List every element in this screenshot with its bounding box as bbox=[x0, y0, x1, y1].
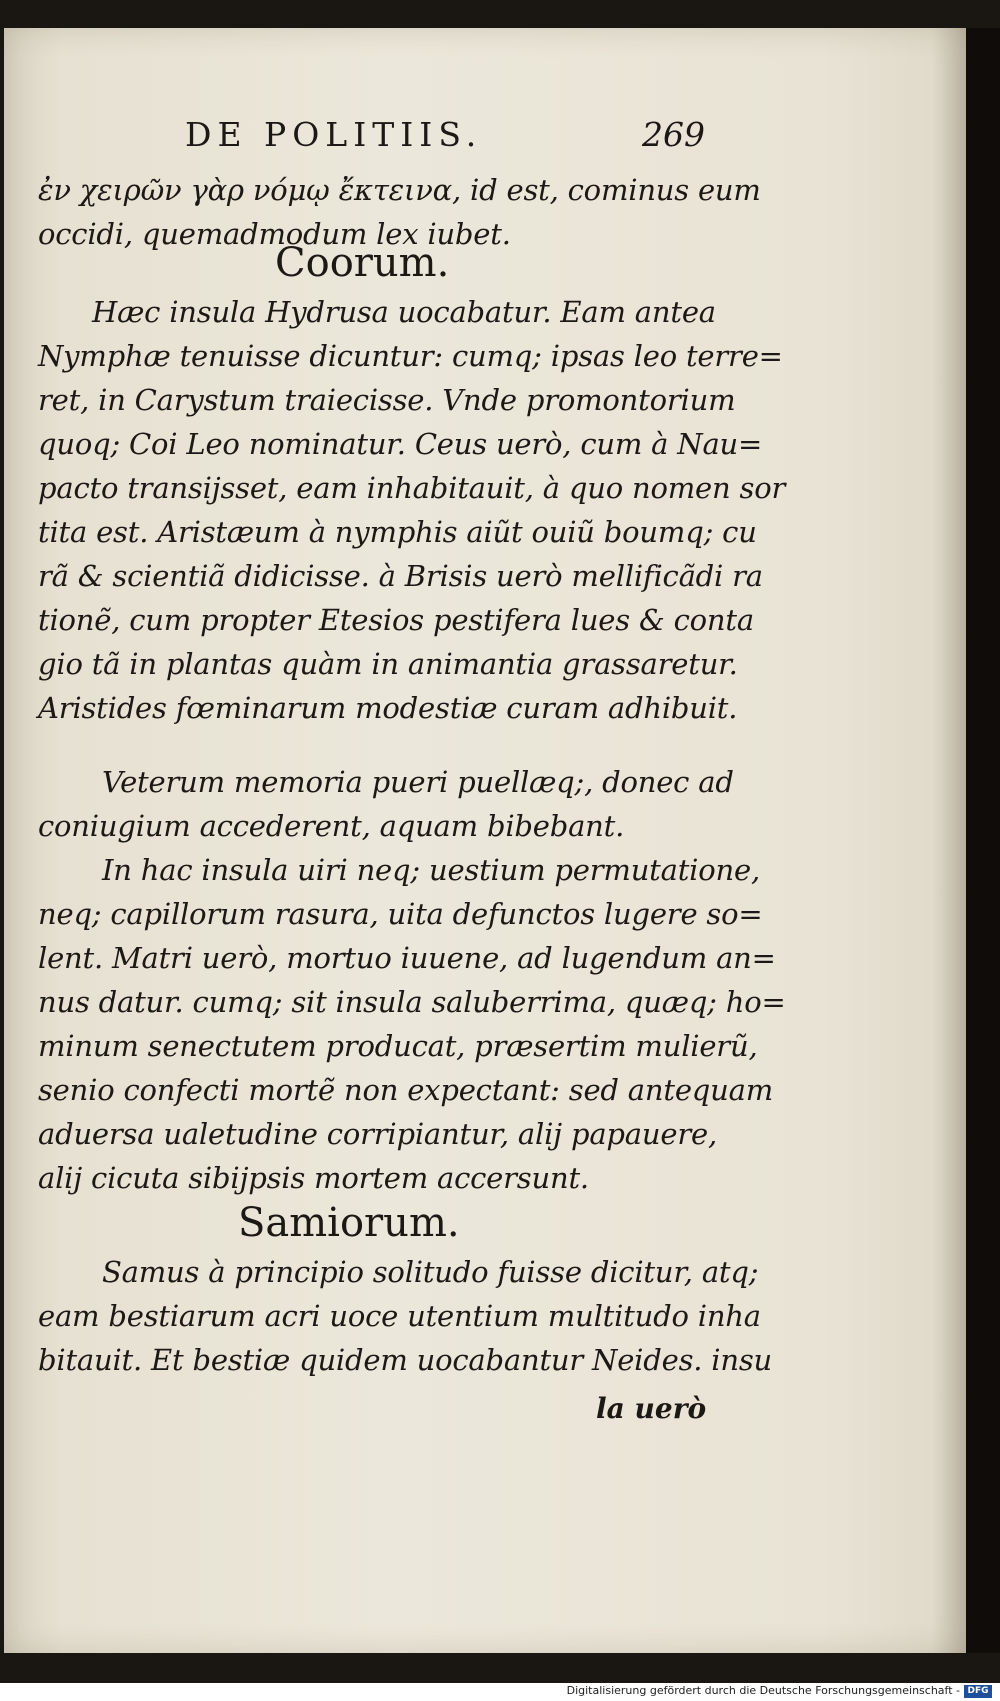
text-line: gio tã in plantas quàm in animantia grassaretur. bbox=[38, 647, 738, 681]
text-line: tionẽ, cum propter Etesios pestifera lues & conta bbox=[38, 603, 754, 637]
text-line: lent. Matri uerò, mortuo iuuene, ad lugendum an= bbox=[38, 941, 776, 975]
text-line: rã & scientiã didicisse. à Brisis uerò mellificãdi ra bbox=[38, 559, 763, 593]
paragraph-coorum bbox=[38, 290, 786, 730]
dfg-logo: DFG bbox=[964, 1685, 992, 1698]
text-line: Hæc insula Hydrusa uocabatur. Eam antea bbox=[92, 295, 716, 329]
text-line: neq; capillorum rasura, uita defunctos lugere so= bbox=[38, 897, 763, 931]
text-line: aduersa ualetudine corripiantur, alij papauere, bbox=[38, 1117, 717, 1151]
footer-credit: Digitalisierung gefördert durch die Deutsche Forschungsgemeinschaft - bbox=[566, 1684, 960, 1697]
text-line: ἐν χειρῶν γὰρ νόμῳ ἔκτεινα, id est, cominus eum bbox=[38, 173, 761, 207]
catchword: la uerò bbox=[596, 1392, 707, 1425]
text-line: Nymphæ tenuisse dicuntur: cumq; ipsas leo terre= bbox=[38, 339, 783, 373]
text-line: Aristides fœminarum modestiæ curam adhibuit. bbox=[38, 691, 738, 725]
page-gutter-shadow bbox=[932, 28, 966, 1653]
page-number: 269 bbox=[642, 115, 705, 154]
paragraph-in-hac-insula bbox=[38, 848, 786, 1200]
text-line: quoq; Coi Leo nominatur. Ceus uerò, cum à Nau= bbox=[38, 427, 763, 461]
section-heading-coorum: Coorum. bbox=[275, 240, 450, 286]
text-line: senio confecti mortẽ non expectant: sed antequam bbox=[38, 1073, 774, 1107]
running-header bbox=[185, 115, 705, 165]
text-line: tita est. Aristæum à nymphis aiũt ouiũ boumq; cu bbox=[38, 515, 757, 549]
digitization-footer bbox=[0, 1683, 1000, 1701]
text-line: bitauit. Et bestiæ quidem uocabantur Neides. insu bbox=[38, 1343, 773, 1377]
running-title: DE POLITIIS. bbox=[185, 115, 483, 154]
section-heading-samiorum: Samiorum. bbox=[238, 1200, 460, 1246]
text-line: Samus à principio solitudo fuisse dicitur, atq; bbox=[102, 1255, 759, 1289]
scan-dark-edge bbox=[966, 28, 1000, 1653]
text-line: alij cicuta sibijpsis mortem accersunt. bbox=[38, 1161, 589, 1195]
text-line: ret, in Carystum traiecisse. Vnde promontorium bbox=[38, 383, 736, 417]
text-line: coniugium accederent, aquam bibebant. bbox=[38, 809, 625, 843]
text-line: occidi, quemadmodum lex iubet. bbox=[38, 217, 511, 251]
paragraph-samiorum bbox=[38, 1250, 773, 1382]
text-line: minum senectutem producat, præsertim mulierũ, bbox=[38, 1029, 758, 1063]
text-line: pacto transijsset, eam inhabitauit, à quo nomen sor bbox=[38, 471, 786, 505]
text-line: Veterum memoria pueri puellæq;, donec ad bbox=[102, 765, 734, 799]
text-line: eam bestiarum acri uoce utentium multitudo inha bbox=[38, 1299, 761, 1333]
text-line: In hac insula uiri neq; uestium permutatione, bbox=[102, 853, 760, 887]
paragraph-veterum bbox=[38, 760, 734, 848]
text-line: nus datur. cumq; sit insula saluberrima, quæq; ho= bbox=[38, 985, 786, 1019]
